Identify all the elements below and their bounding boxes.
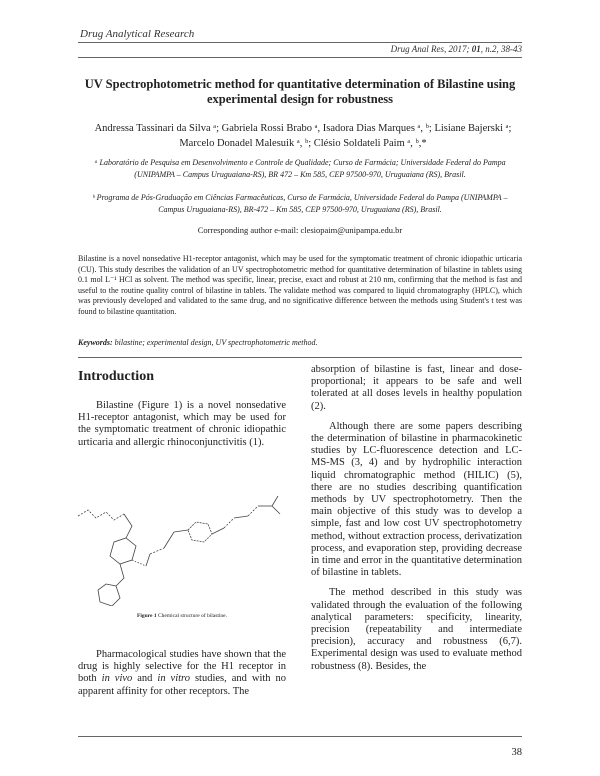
page-number: 38	[511, 747, 522, 758]
footer-rule	[78, 736, 522, 737]
section-rule	[78, 357, 522, 358]
journal-name: Drug Analytical Research	[80, 28, 195, 40]
author-list	[84, 121, 522, 151]
authors-line-1: Andressa Tassinari da Silva ᵃ; Gabriela Rossi Brabo ᵃ, Isadora Dias Marques ᵃ, ᵇ; Lisiane Bajerski ᵃ;	[94, 123, 512, 134]
affiliation-b: ᵇ Programa de Pós-Graduação em Ciências Farmacêuticas, Curso de Farmácia, Universidade Federal do Pampa (UNIPAMPA – Campus Uruguaiana-RS), BR-472 – Km 585, CEP 97500-970, Uruguaiana (RS), Brasil.	[92, 193, 508, 214]
figure-caption-label: Figure 1	[136, 613, 157, 619]
abstract: Bilastine is a novel nonsedative H1-receptor antagonist, which may be used for the symptomatic treatment of chronic idiopathic urticaria (CU). This study describes the validation of an UV spectrophotometric method for quantitative determination of bilastine in tablets using 0.1 mol L⁻¹ HCl as solvent. The method was specific, linear, precise, exact and robust at 210 nm, confirming that the method is fast and useful to the routine quality control of bilastine in tablets. The validate method was compared to liquid chromatography (HPLC), which was previously developed and validated to the same drug, and no significative difference between the methods using Student's t test was found to bilastine quantitation.	[78, 254, 522, 316]
intro-left-paragraph-2: Pharmacological studies have shown that the drug is highly selective for the H1 receptor in both in vivo and in vitro studies, and with no apparent affinity for other receptors. The	[78, 649, 287, 697]
intro-right-column	[311, 364, 522, 673]
header-rule	[78, 42, 522, 43]
section-heading-introduction: Introduction	[78, 369, 154, 384]
in-vivo: in vivo	[101, 673, 133, 685]
intro-left-paragraph-1: Bilastine (Figure 1) is a novel nonsedative H1-receptor antagonist, which may be used for the symptomatic treatment of chronic idiopathic urticaria and allergic rhinoconjunctivitis (1).	[78, 400, 286, 448]
article-title: UV Spectrophotometric method for quantitative determination of Bilastine using experimental design for robustness	[84, 77, 516, 106]
citation-volume: 01	[471, 44, 481, 54]
keywords-text: bilastine; experimental design, UV spectrophotometric method.	[112, 338, 318, 347]
corresponding-email: Corresponding author e-mail: clesiopaim@unipampa.edu.br	[197, 225, 403, 235]
header-rule-bottom	[78, 57, 522, 58]
affiliation-a: ᵃ Laboratório de Pesquisa em Desenvolvimento e Controle de Qualidade; Curso de Farmácia; Universidade Federal do Pampa (UNIPAMPA – Campus Uruguaiana-RS), BR 472 – Km 585, CEP 97500-970, Uruguaiana (RS), Brasil.	[94, 158, 506, 179]
citation: Drug Anal Res, 2017; 01, n.2, 38-43	[390, 44, 522, 54]
figure-caption: Figure 1 Chemical structure of bilastine.	[136, 613, 228, 619]
right-paragraph-2: Although there are some papers describing the determination of bilastine in pharmacokinetic studies by LC-fluorescence detection and LC-MS-MS (3, 4) and by hydrophilic interaction liquid chromatographic method (HILIC) (5), there are no studies describing quantification methods by UV spectrophotometry. Then the main objective of this study was to develop a simple, fast and low cost UV spectrophotometry method, without extraction process, derivatization process, and evaporation step, providing decrease in time and error in the quantitative determination of bilastine in tablets.	[311, 420, 522, 579]
keywords	[78, 338, 522, 347]
authors-line-2: Marcelo Donadel Malesuik ᵃ, ᵇ; Clésio Soldateli Paim ᵃ, ᵇ,*	[179, 138, 427, 149]
bilastine-structure-figure	[70, 488, 285, 606]
keywords-label: Keywords:	[78, 338, 113, 347]
right-paragraph-3: The method described in this study was validated through the evaluation of the following analytical parameters: specificity, linearity, precision (repeatability and intermediate precision), accuracy and robustness (6,7). Experimental design was used to evaluate method robustness (8). Besides, the	[311, 587, 522, 672]
right-paragraph-1: absorption of bilastine is fast, linear and dose-proportional; it appears to be safe and well tolerated at all doses levels in healthy population (2).	[311, 364, 522, 412]
in-vitro: in vitro	[157, 673, 190, 685]
